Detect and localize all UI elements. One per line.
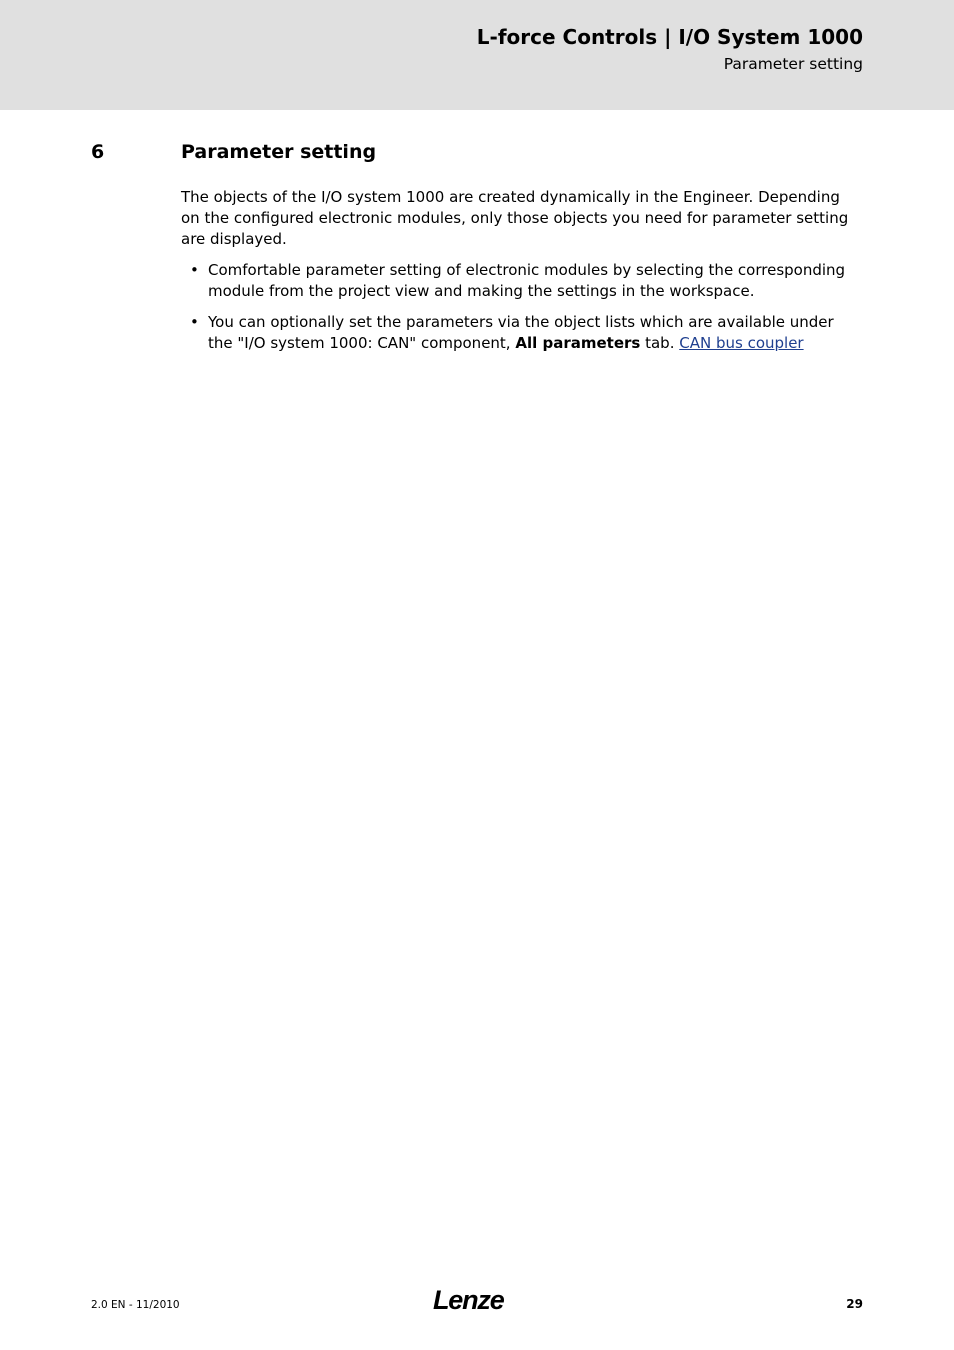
svg-text:Lenze: Lenze xyxy=(433,1285,504,1315)
lenze-logo xyxy=(430,1282,524,1316)
section-title: Parameter setting xyxy=(181,141,377,163)
document-subtitle: Parameter setting xyxy=(723,55,863,73)
bullet-icon: • xyxy=(190,261,199,279)
can-bus-coupler-link[interactable]: CAN bus coupler xyxy=(679,334,804,352)
page-number: 29 xyxy=(846,1297,863,1311)
content-body xyxy=(181,187,863,364)
bullet-item xyxy=(181,260,863,302)
bullet-item xyxy=(181,312,863,354)
footer-version: 2.0 EN - 11/2010 xyxy=(91,1299,180,1311)
intro-paragraph: The objects of the I/O system 1000 are created dynamically in the Engineer. Depending on the configured electronic modules, only those objects you need for parameter setting are displayed. xyxy=(181,188,849,248)
bullet-text: You can optionally set the parameters via the object lists which are available under the "I/O system 1000: CAN" component, xyxy=(208,313,834,352)
bullet-icon: • xyxy=(190,313,199,331)
bullet-text-after: tab. xyxy=(640,334,680,352)
bullet-list xyxy=(181,260,863,354)
bullet-text: Comfortable parameter setting of electronic modules by selecting the corresponding module from the project view and making the settings in the workspace. xyxy=(208,261,846,300)
document-title: L-force Controls | I/O System 1000 xyxy=(476,25,863,49)
bold-term: All parameters xyxy=(515,334,641,352)
section-number: 6 xyxy=(91,141,105,163)
